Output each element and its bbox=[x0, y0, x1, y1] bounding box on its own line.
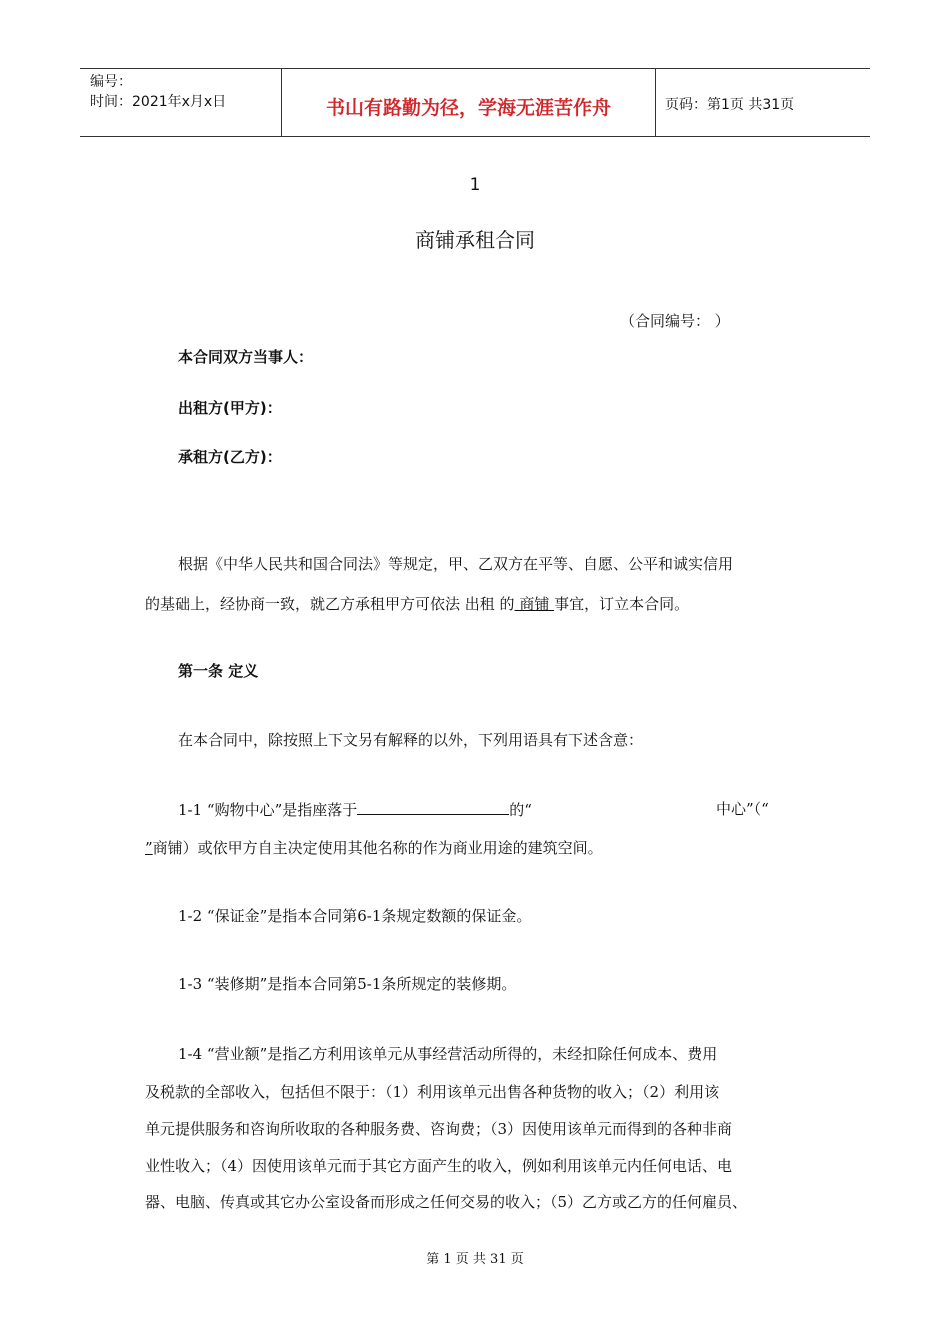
document-title: 商铺承租合同 bbox=[415, 228, 535, 252]
page-info: 页码：第1页 共31页 bbox=[665, 97, 795, 113]
def-1-1-quote-underlined: ” bbox=[145, 839, 153, 857]
header-left-cell bbox=[80, 69, 281, 136]
page-footer: 第 1 页 共 31 页 bbox=[426, 1252, 524, 1267]
definition-1-4-line-2: 及税款的全部收入，包括但不限于：（1）利用该单元出售各种货物的收入；（2）利用该 bbox=[145, 1083, 720, 1101]
definition-1-1-line-2 bbox=[145, 838, 603, 858]
lessee-label: 承租方(乙方)： bbox=[178, 448, 282, 466]
intro-premises-underlined: 商铺 bbox=[514, 595, 555, 613]
location-blank bbox=[357, 799, 509, 815]
definition-1-4-line-5: 器、电脑、传真或其它办公室设备而形成之任何交易的收入；（5）乙方或乙方的任何雇员、 bbox=[145, 1193, 748, 1211]
def-1-1-line-2-text: 商铺）或依甲方自主决定使用其他名称的作为商业用途的建筑空间。 bbox=[152, 839, 603, 857]
lessor-label: 出租方(甲方)： bbox=[178, 399, 282, 417]
def-1-1-part-b: 的“ bbox=[509, 801, 532, 819]
contract-number: （合同编号： ） bbox=[620, 312, 730, 330]
page-number: 1 bbox=[469, 175, 481, 195]
header-motto: 书山有路勤为径，学海无涯苦作舟 bbox=[325, 97, 611, 119]
definition-1-1-line-1 bbox=[178, 799, 532, 820]
definition-1-4-line-4: 业性收入；（4）因使用该单元而于其它方面产生的收入，例如利用该单元内任何电话、电 bbox=[145, 1157, 733, 1175]
header-center-cell bbox=[281, 69, 656, 136]
time-label: 时间：2021年x月x日 bbox=[90, 94, 227, 110]
definition-1-4-line-3: 单元提供服务和咨询所收取的各种服务费、咨询费；（3）因使用该单元而得到的各种非商 bbox=[145, 1120, 733, 1138]
definition-1-2: 1-2 “保证金”是指本合同第6-1条规定数额的保证金。 bbox=[178, 907, 532, 925]
intro-line-2-start: 的基础上，经协商一致，就乙方承租甲方可依法 出租 的 bbox=[145, 595, 515, 613]
doc-no-label: 编号： bbox=[90, 74, 132, 90]
intro-line-1: 根据《中华人民共和国合同法》等规定，甲、乙双方在平等、自愿、公平和诚实信用 bbox=[178, 555, 734, 573]
intro-line-2 bbox=[145, 594, 689, 614]
def-1-1-part-a: 1-1 “购物中心”是指座落于 bbox=[178, 801, 358, 819]
article-1-intro: 在本合同中，除按照上下文另有解释的以外，下列用语具有下述含意： bbox=[178, 731, 644, 749]
intro-line-2-end: 事宜，订立本合同。 bbox=[554, 595, 690, 613]
definition-1-4-line-1: 1-4 “营业额”是指乙方利用该单元从事经营活动所得的，未经扣除任何成本、费用 bbox=[178, 1045, 718, 1063]
definition-1-3: 1-3 “装修期”是指本合同第5-1条所规定的装修期。 bbox=[178, 975, 517, 993]
page-header bbox=[80, 68, 870, 137]
def-1-1-part-c: 中心”（“ bbox=[716, 800, 769, 818]
parties-heading: 本合同双方当事人： bbox=[178, 348, 314, 366]
article-1-heading: 第一条 定义 bbox=[178, 662, 259, 680]
header-right-cell bbox=[655, 69, 870, 136]
